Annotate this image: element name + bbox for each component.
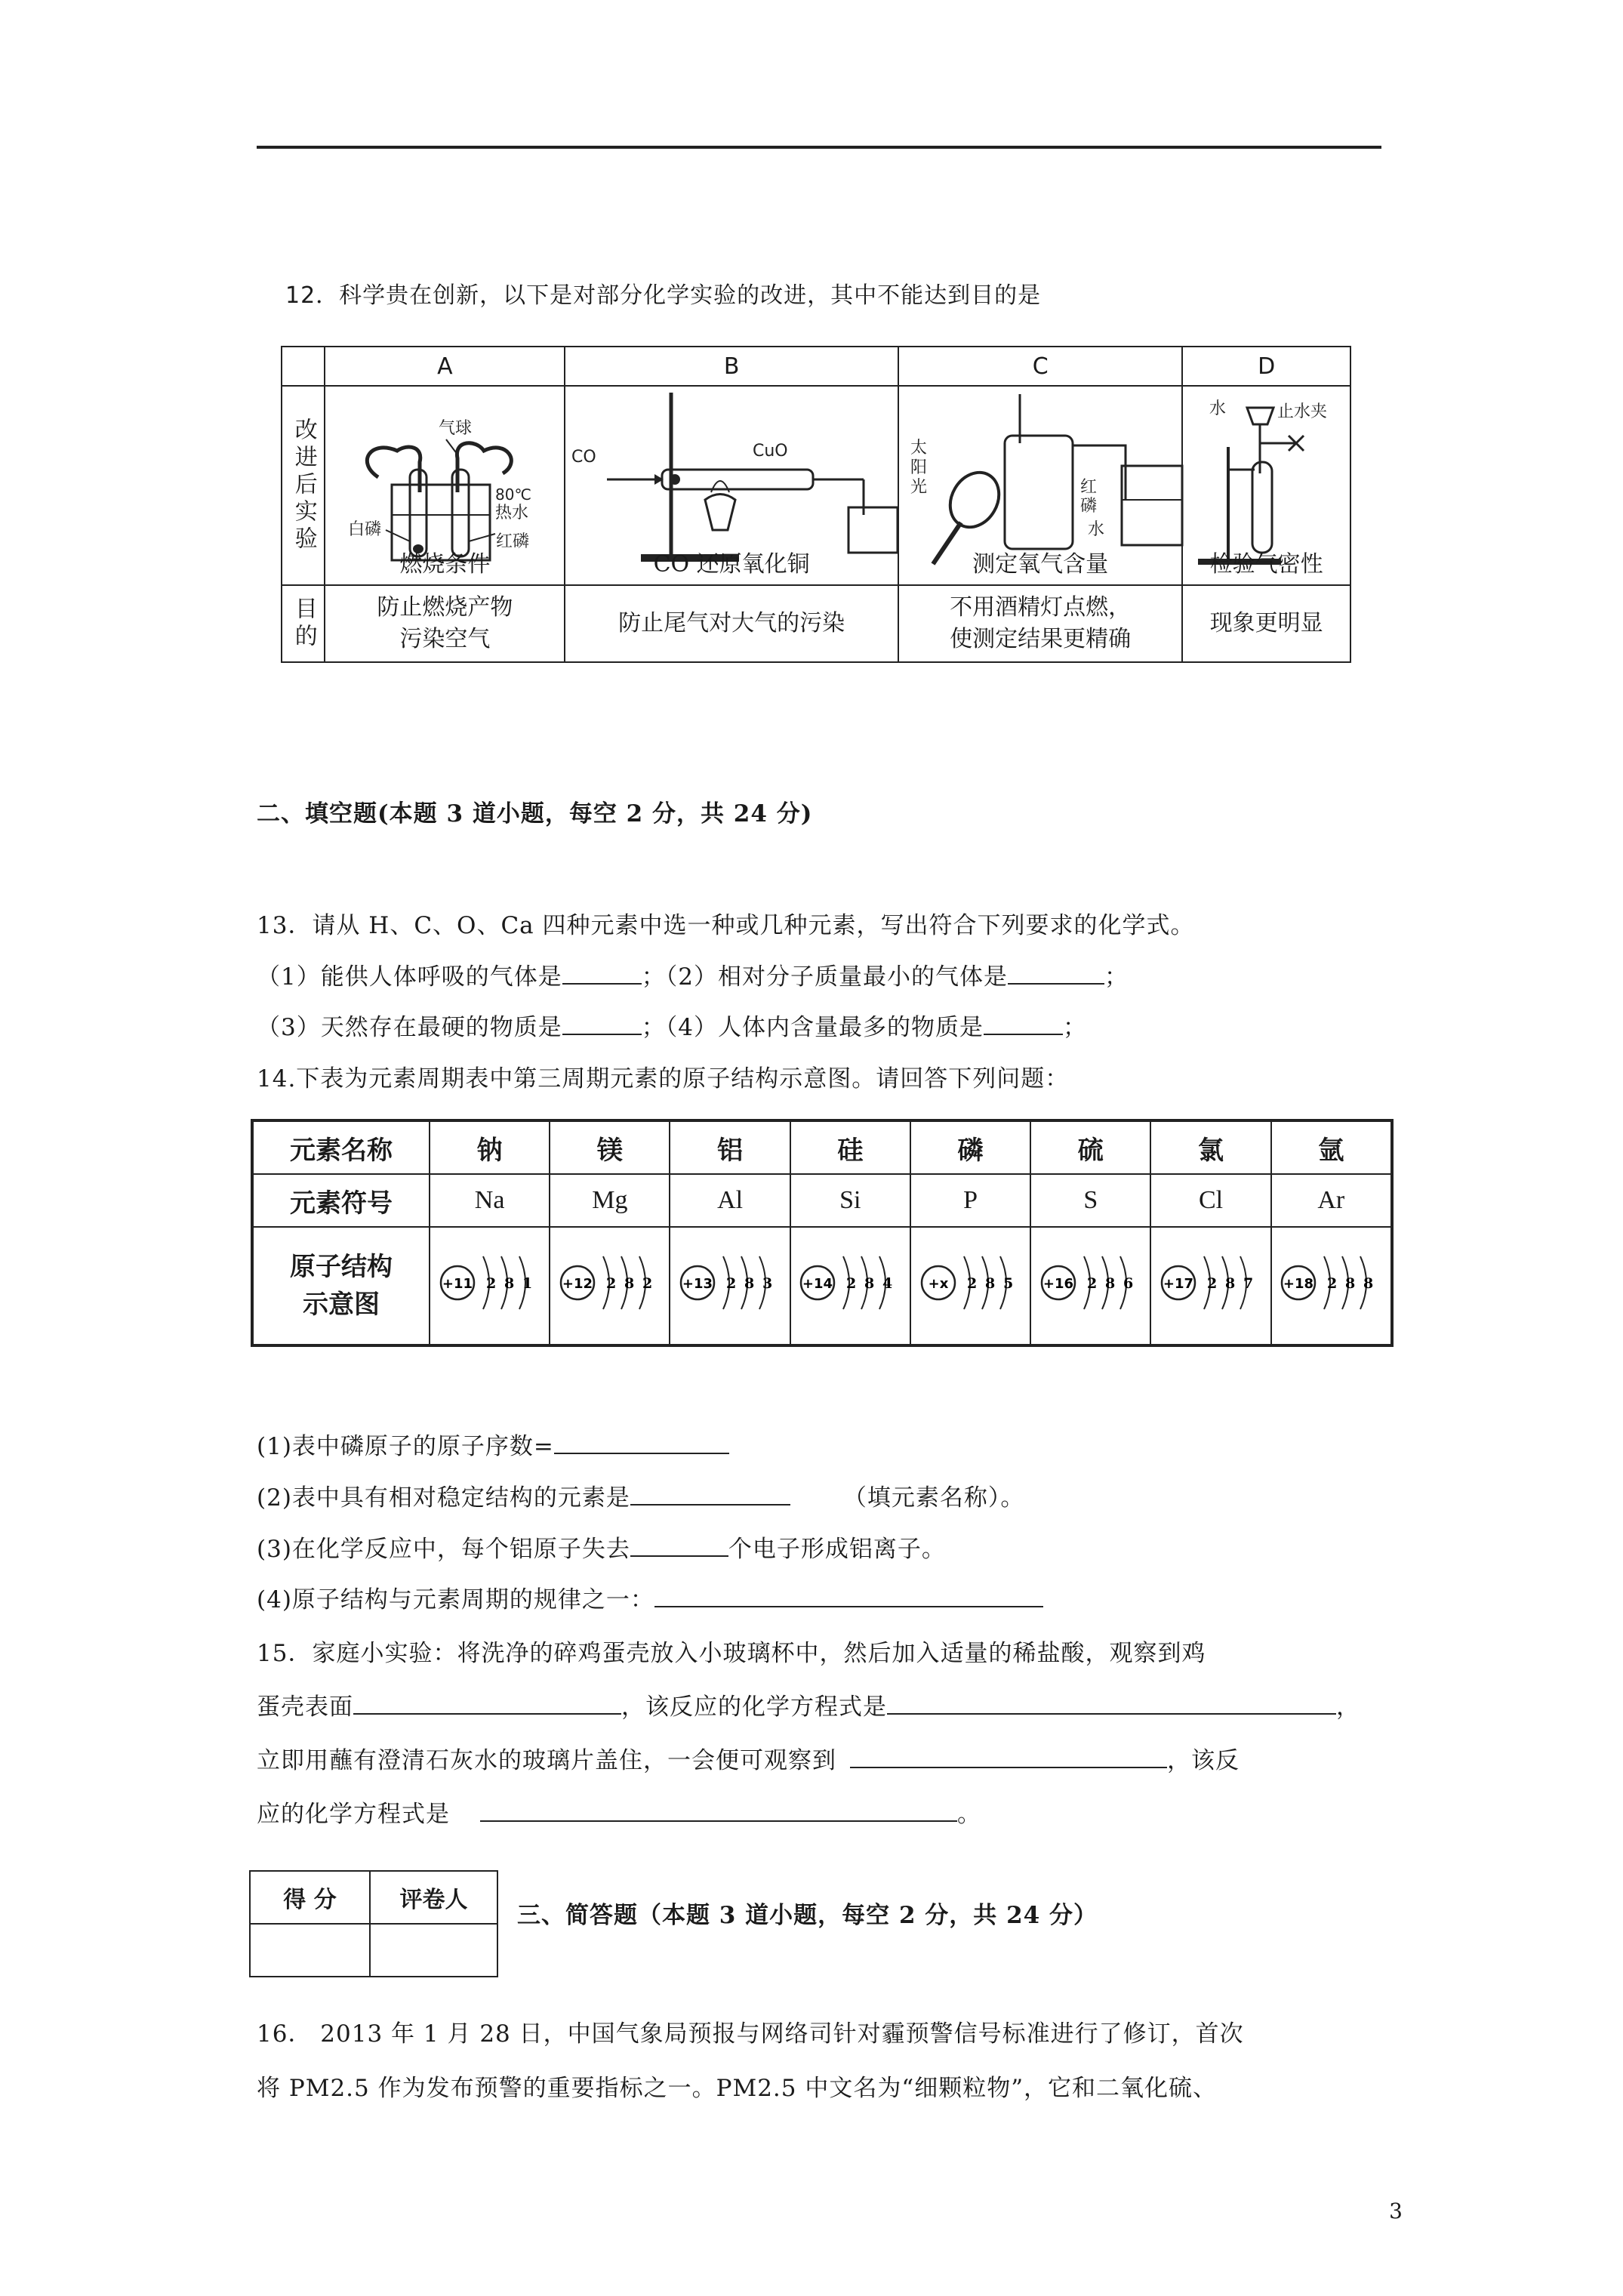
atom-diagram-cell: [430, 1227, 550, 1345]
nucleus-charge: +18: [1283, 1275, 1314, 1292]
q14-answer-4: (4)原子结构与元素周期的规律之一：: [257, 1580, 1043, 1614]
nucleus-charge: +16: [1042, 1275, 1073, 1292]
atom-structure-diagram: [1154, 1241, 1267, 1324]
svg-text:磷: 磷: [1079, 497, 1097, 516]
row-element-names: [252, 1120, 1392, 1174]
atom-diagram-cell: [790, 1227, 910, 1345]
electron-count: 2: [1327, 1274, 1338, 1292]
header-rule: [257, 146, 1381, 149]
q13-line-1: （1）能供人体呼吸的气体是 ；（2）相对分子质量最小的气体是 ；: [257, 957, 1129, 991]
grader-header: 评卷人: [370, 1871, 497, 1924]
q12-caption-d: 检验气密性: [1209, 551, 1323, 578]
element-symbol: Ar: [1271, 1174, 1392, 1227]
q14-stem: 14.下表为元素周期表中第三周期元素的原子结构示意图。请回答下列问题：: [257, 1065, 1070, 1093]
label-80c: 80℃: [495, 485, 532, 504]
section-2-heading: 二、填空题(本题 3 道小题，每空 2 分，共 24 分): [257, 800, 813, 827]
label-red-phosphorus: 红磷: [496, 532, 530, 551]
label-hot-water: 热水: [495, 504, 529, 522]
element-symbol: Mg: [550, 1174, 670, 1227]
label-water: 水: [1209, 399, 1227, 418]
electron-count: 4: [882, 1274, 893, 1292]
row-header-structure: 原子结构 示意图: [252, 1227, 430, 1345]
grader-cell[interactable]: [370, 1924, 497, 1977]
q12-diagram-c: [898, 386, 1182, 585]
atom-diagram-cell: [910, 1227, 1030, 1345]
score-cell[interactable]: [250, 1924, 370, 1977]
q14-answer-1: (1)表中磷原子的原子序数=: [257, 1427, 729, 1461]
q12-diagram-d: [1182, 386, 1350, 585]
electron-count: 2: [846, 1274, 857, 1292]
q13-blank-2[interactable]: [1008, 958, 1104, 985]
svg-text:红: 红: [1079, 478, 1097, 497]
q12-diagram-b: [565, 386, 898, 585]
electron-count: 7: [1243, 1274, 1254, 1292]
q12-col-c-header: C: [898, 347, 1182, 386]
q14-answer-2: (2)表中具有相对稳定结构的元素是 （填元素名称）。: [257, 1478, 1024, 1512]
q16-line-1: 16． 2013 年 1 月 28 日，中国气象局预报与网络司针对霾预警信号标准进行了修订，首次: [257, 2020, 1244, 2048]
electron-count: 8: [504, 1274, 514, 1292]
label-clamp: 止水夹: [1277, 402, 1328, 421]
atom-diagram-cell: [670, 1227, 790, 1345]
electron-count: 1: [522, 1274, 532, 1292]
svg-text:水: 水: [1087, 520, 1104, 539]
q15-line-1: 15．家庭小实验：将洗净的碎鸡蛋壳放入小玻璃杯中，然后加入适量的稀盐酸，观察到鸡: [257, 1640, 1206, 1667]
element-name: 铝: [670, 1120, 790, 1174]
element-name: 磷: [910, 1120, 1030, 1174]
row-header-symbols: 元素符号: [252, 1174, 430, 1227]
q15-line-3: 立即用蘸有澄清石灰水的玻璃片盖住，一会便可观察到 ，该反: [257, 1741, 1240, 1775]
nucleus-charge: +13: [682, 1275, 713, 1292]
electron-count: 8: [1225, 1274, 1236, 1292]
q12-col-d-header: D: [1182, 347, 1350, 386]
q14-blank-2[interactable]: [630, 1479, 790, 1505]
q13-blank-3[interactable]: [562, 1009, 642, 1035]
q12-purpose-d: 现象更明显: [1182, 585, 1350, 662]
row-element-symbols: [252, 1174, 1392, 1227]
label-balloon: 气球: [439, 419, 473, 438]
row-atomic-structures: [252, 1227, 1392, 1345]
element-name: 硫: [1030, 1120, 1150, 1174]
atom-diagram-cell: [1271, 1227, 1392, 1345]
row-header-names: 元素名称: [252, 1120, 430, 1174]
element-name: 氩: [1271, 1120, 1392, 1174]
q15-blank-3[interactable]: [850, 1742, 1167, 1768]
nucleus-charge: +12: [562, 1275, 593, 1292]
label-white-phosphorus: 白磷: [348, 520, 382, 539]
q12-row-label-purpose: 目的: [282, 585, 325, 662]
element-symbol: Na: [430, 1174, 550, 1227]
atom-structure-diagram: [793, 1241, 907, 1324]
electron-count: 8: [1104, 1274, 1116, 1292]
q14-blank-3[interactable]: [630, 1530, 728, 1557]
q14-blank-4[interactable]: [654, 1581, 1043, 1607]
label-cuo: CuO: [753, 442, 788, 461]
element-symbol: S: [1030, 1174, 1150, 1227]
atom-structure-diagram: [1034, 1241, 1147, 1324]
electron-count: 2: [726, 1274, 737, 1292]
atom-structure-diagram: [673, 1241, 787, 1324]
svg-text:光: 光: [910, 478, 927, 497]
page-number: 3: [1389, 2199, 1403, 2224]
q15-line-4: 应的化学方程式是 。: [257, 1795, 981, 1829]
q15-line-2: 蛋壳表面 ，该反应的化学方程式是 ，: [257, 1687, 1360, 1721]
element-name: 硅: [790, 1120, 910, 1174]
q12-caption-c: 测定氧气含量: [972, 551, 1109, 578]
atom-diagram-cell: [1030, 1227, 1150, 1345]
q14-answer-3: (3)在化学反应中，每个铝原子失去 个电子形成铝离子。: [257, 1530, 946, 1564]
atom-diagram-cell: [1150, 1227, 1270, 1345]
atom-structure-diagram: [433, 1241, 547, 1324]
score-header: 得 分: [250, 1871, 370, 1924]
q15-blank-4[interactable]: [480, 1795, 957, 1822]
element-symbol: Cl: [1150, 1174, 1270, 1227]
element-name: 钠: [430, 1120, 550, 1174]
electron-count: 2: [485, 1274, 496, 1292]
electron-count: 2: [605, 1274, 617, 1292]
q12-corner-cell: [282, 347, 325, 386]
element-name: 镁: [550, 1120, 670, 1174]
q12-caption-b: CO 还原氧化铜: [653, 551, 810, 578]
q12-purpose-b: 防止尾气对大气的污染: [565, 585, 898, 662]
q15-blank-1[interactable]: [353, 1688, 621, 1715]
q12-purpose-a: 防止燃烧产物 污染空气: [325, 585, 565, 662]
periodic-table-period-3: [251, 1119, 1394, 1347]
nucleus-charge: +14: [802, 1275, 833, 1292]
q15-blank-2[interactable]: [887, 1688, 1336, 1715]
q12-caption-a: 燃烧条件: [399, 551, 491, 578]
electron-count: 2: [642, 1274, 653, 1292]
q12-col-a-header: A: [325, 347, 565, 386]
q13-blank-1[interactable]: [562, 958, 642, 985]
atom-structure-diagram: [914, 1241, 1027, 1324]
label-co: CO: [571, 448, 596, 467]
q12-col-b-header: B: [565, 347, 898, 386]
electron-count: 5: [1002, 1274, 1013, 1292]
nucleus-charge: +11: [442, 1275, 473, 1292]
q16-line-2: 将 PM2.5 作为发布预警的重要指标之一。PM2.5 中文名为“细颗粒物”，它和二氧化硫、: [257, 2075, 1218, 2102]
electron-count: 8: [744, 1274, 755, 1292]
electron-count: 8: [1363, 1274, 1374, 1292]
electron-count: 8: [624, 1274, 635, 1292]
electron-count: 8: [984, 1274, 995, 1292]
electron-count: 2: [1086, 1274, 1098, 1292]
atom-structure-diagram: [553, 1241, 667, 1324]
electron-count: 8: [1345, 1274, 1356, 1292]
q12-row-label-experiment: 改进后实验: [282, 386, 325, 585]
q13-line-2: （3）天然存在最硬的物质是 ；（4）人体内含量最多的物质是 ；: [257, 1008, 1087, 1042]
electron-count: 6: [1123, 1274, 1134, 1292]
q12-stem: 12．科学贵在创新，以下是对部分化学实验的改进，其中不能达到目的是: [285, 282, 1042, 309]
q13-blank-4[interactable]: [984, 1009, 1063, 1035]
svg-text:太: 太: [910, 439, 927, 458]
atom-structure-diagram: [1274, 1241, 1387, 1324]
electron-count: 3: [762, 1274, 773, 1292]
svg-text:阳: 阳: [910, 458, 927, 477]
element-symbol: Si: [790, 1174, 910, 1227]
electron-count: 8: [864, 1274, 875, 1292]
element-symbol: Al: [670, 1174, 790, 1227]
electron-count: 2: [966, 1274, 977, 1292]
score-table: [249, 1870, 498, 1977]
electron-count: 2: [1207, 1274, 1218, 1292]
q12-purpose-c: 不用酒精灯点燃， 使测定结果更精确: [898, 585, 1182, 662]
nucleus-charge: +17: [1163, 1275, 1194, 1292]
q12-diagram-a: [325, 386, 565, 585]
atom-diagram-cell: [550, 1227, 670, 1345]
q13-stem: 13．请从 H、C、O、Ca 四种元素中选一种或几种元素，写出符合下列要求的化学式。: [257, 912, 1195, 939]
element-symbol: P: [910, 1174, 1030, 1227]
q14-blank-1[interactable]: [554, 1428, 729, 1454]
element-name: 氯: [1150, 1120, 1270, 1174]
nucleus-charge: +x: [928, 1275, 948, 1292]
q12-table: [281, 346, 1351, 663]
section-3-heading: 三、简答题（本题 3 道小题，每空 2 分，共 24 分）: [517, 1902, 1098, 1929]
